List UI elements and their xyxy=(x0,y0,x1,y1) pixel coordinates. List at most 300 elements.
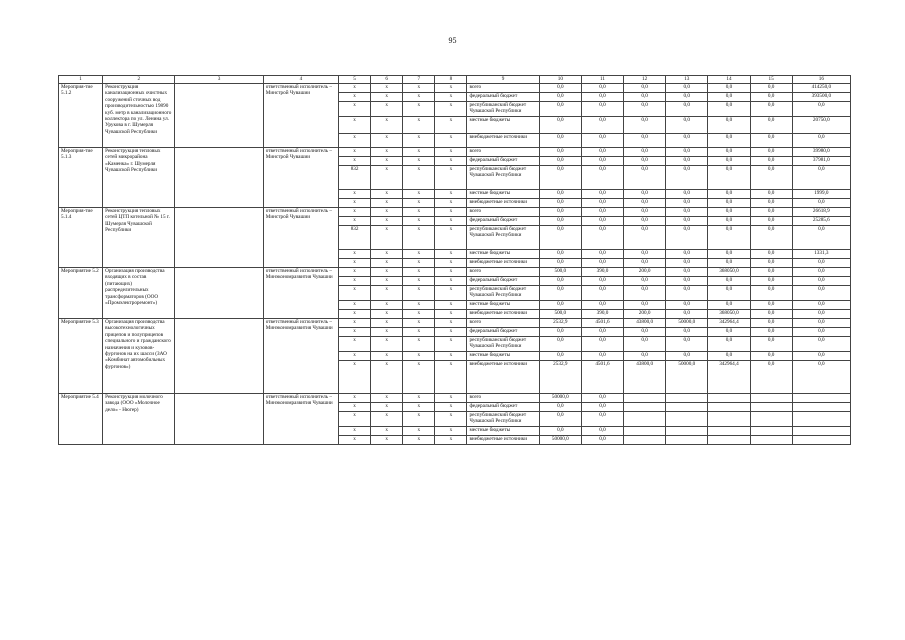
amount-cell: 0,0 xyxy=(750,208,792,217)
table-row xyxy=(59,319,851,328)
amount-cell: 0,0 xyxy=(708,117,750,134)
amount-cell: 0,0 xyxy=(792,301,850,310)
amount-cell: 0,0 xyxy=(750,157,792,166)
amount-cell: 0,0 xyxy=(581,277,623,286)
amount-cell: 0,0 xyxy=(539,93,581,102)
amount-cell: 0,0 xyxy=(539,226,581,250)
code-cell: x xyxy=(339,157,371,166)
code-cell: x xyxy=(403,361,435,394)
amount-cell: 0,0 xyxy=(792,226,850,250)
code-cell: x xyxy=(371,361,403,394)
code-cell: x xyxy=(371,403,403,412)
amount-cell: 0,0 xyxy=(666,190,708,199)
column-number: 7 xyxy=(403,76,435,84)
amount-cell: 0,0 xyxy=(581,259,623,268)
amount-cell: 1999,0 xyxy=(792,190,850,199)
amount-cell: 0,0 xyxy=(750,148,792,157)
funding-source: всего xyxy=(467,268,539,277)
event-code: Мероприя-тие 5.1.2 xyxy=(59,84,103,148)
code-cell: x xyxy=(371,394,403,403)
code-cell: x xyxy=(403,190,435,199)
amount-cell: 0,0 xyxy=(666,301,708,310)
code-cell: x xyxy=(371,93,403,102)
code-cell: x xyxy=(339,259,371,268)
executor: ответственный исполнитель – Минэкономразвития Чувашии xyxy=(263,268,338,319)
code-cell: 832 xyxy=(339,166,371,190)
funding-source: федеральный бюджет xyxy=(467,157,539,166)
amount-cell: 393500,0 xyxy=(792,93,850,102)
amount-cell: 0,0 xyxy=(792,166,850,190)
executor: ответственный исполнитель – Минэкономразвития Чувашии xyxy=(263,319,338,394)
code-cell: x xyxy=(403,208,435,217)
event-name: Реконструкция тепловых сетей ЦТП котельной № 15 г. Шумерля Чувашской Республики xyxy=(103,208,175,268)
column-number: 10 xyxy=(539,76,581,84)
code-cell: x xyxy=(371,226,403,250)
column-number: 3 xyxy=(175,76,263,84)
amount-cell: 0,0 xyxy=(666,259,708,268)
code-cell: x xyxy=(339,319,371,328)
code-cell: x xyxy=(339,93,371,102)
code-cell: x xyxy=(403,157,435,166)
code-cell: x xyxy=(435,93,467,102)
amount-cell: 0,0 xyxy=(750,301,792,310)
amount-cell: 0,0 xyxy=(581,394,623,403)
amount-cell: 0,0 xyxy=(581,190,623,199)
amount-cell: 0,0 xyxy=(666,166,708,190)
code-cell: x xyxy=(403,134,435,148)
amount-cell xyxy=(708,412,750,427)
code-cell: x xyxy=(339,277,371,286)
code-cell: x xyxy=(435,328,467,337)
amount-cell: 0,0 xyxy=(539,117,581,134)
code-cell: x xyxy=(371,84,403,93)
amount-cell: 0,0 xyxy=(539,84,581,93)
amount-cell: 0,0 xyxy=(666,277,708,286)
amount-cell: 0,0 xyxy=(539,301,581,310)
funding-source: всего xyxy=(467,208,539,217)
column-number: 13 xyxy=(666,76,708,84)
column-number: 11 xyxy=(581,76,623,84)
code-cell: x xyxy=(403,412,435,427)
code-cell: x xyxy=(403,301,435,310)
amount-cell: 0,0 xyxy=(750,310,792,319)
amount-cell xyxy=(750,427,792,436)
amount-cell: 0,0 xyxy=(539,208,581,217)
event-code: Мероприятие 5.3 xyxy=(59,319,103,394)
amount-cell: 39980,0 xyxy=(792,148,850,157)
code-cell: 832 xyxy=(339,226,371,250)
amount-cell: 0,0 xyxy=(708,148,750,157)
code-cell: x xyxy=(339,199,371,208)
amount-cell: 0,0 xyxy=(666,217,708,226)
amount-cell: 0,0 xyxy=(539,166,581,190)
code-cell: x xyxy=(435,427,467,436)
amount-cell: 0,0 xyxy=(708,352,750,361)
code-cell: x xyxy=(371,286,403,301)
code-cell: x xyxy=(435,190,467,199)
amount-cell: 0,0 xyxy=(666,250,708,259)
amount-cell: 0,0 xyxy=(581,328,623,337)
amount-cell: 0,0 xyxy=(666,102,708,117)
event-code: Мероприя-тие 5.1.3 xyxy=(59,148,103,208)
funding-source: республиканский бюджет Чувашской Республики xyxy=(467,166,539,190)
funding-source: местные бюджеты xyxy=(467,117,539,134)
funding-source: республиканский бюджет Чувашской Республики xyxy=(467,102,539,117)
code-cell: x xyxy=(403,166,435,190)
funding-source: республиканский бюджет Чувашской Республики xyxy=(467,412,539,427)
funding-source: федеральный бюджет xyxy=(467,277,539,286)
code-cell: x xyxy=(371,157,403,166)
empty-cell xyxy=(175,148,263,208)
amount-cell: 0,0 xyxy=(539,148,581,157)
amount-cell: 0,0 xyxy=(539,337,581,352)
page-number: 95 xyxy=(448,36,457,45)
amount-cell: 0,0 xyxy=(750,268,792,277)
amount-cell: 342964,4 xyxy=(708,361,750,394)
funding-source: федеральный бюджет xyxy=(467,328,539,337)
code-cell: x xyxy=(339,337,371,352)
amount-cell: 0,0 xyxy=(624,190,666,199)
amount-cell: 200,0 xyxy=(624,268,666,277)
amount-cell: 0,0 xyxy=(750,84,792,93)
amount-cell xyxy=(750,412,792,427)
code-cell: x xyxy=(339,117,371,134)
funding-source: местные бюджеты xyxy=(467,352,539,361)
amount-cell xyxy=(666,427,708,436)
amount-cell: 0,0 xyxy=(581,134,623,148)
code-cell: x xyxy=(435,352,467,361)
amount-cell xyxy=(666,394,708,403)
executor: ответственный исполнитель – Минэкономразвития Чувашии xyxy=(263,394,338,445)
empty-cell xyxy=(175,319,263,394)
column-number: 4 xyxy=(263,76,338,84)
amount-cell: 4501,6 xyxy=(581,319,623,328)
code-cell: x xyxy=(403,286,435,301)
column-number: 12 xyxy=(624,76,666,84)
code-cell: x xyxy=(371,259,403,268)
amount-cell: 0,0 xyxy=(750,361,792,394)
amount-cell: 0,0 xyxy=(666,310,708,319)
column-number: 14 xyxy=(708,76,750,84)
amount-cell: 0,0 xyxy=(581,250,623,259)
amount-cell: 50000,0 xyxy=(666,319,708,328)
code-cell: x xyxy=(339,134,371,148)
code-cell: x xyxy=(371,190,403,199)
column-number: 5 xyxy=(339,76,371,84)
code-cell: x xyxy=(403,259,435,268)
amount-cell xyxy=(708,394,750,403)
amount-cell: 500,0 xyxy=(539,310,581,319)
code-cell: x xyxy=(435,412,467,427)
amount-cell: 0,0 xyxy=(750,190,792,199)
amount-cell: 0,0 xyxy=(539,250,581,259)
amount-cell: 368050,0 xyxy=(708,268,750,277)
event-code: Мероприятие 5.2 xyxy=(59,268,103,319)
event-name: Реконструкция молочного завода (ООО «Молочное дело» - Нюгер) xyxy=(103,394,175,445)
amount-cell: 0,0 xyxy=(792,286,850,301)
code-cell: x xyxy=(371,268,403,277)
amount-cell: 50000,0 xyxy=(539,394,581,403)
code-cell: x xyxy=(339,250,371,259)
amount-cell: 0,0 xyxy=(792,310,850,319)
funding-source: внебюджетные источники xyxy=(467,436,539,445)
amount-cell xyxy=(666,436,708,445)
amount-cell: 368050,0 xyxy=(708,310,750,319)
amount-cell xyxy=(666,403,708,412)
code-cell: x xyxy=(435,157,467,166)
amount-cell: 0,0 xyxy=(750,337,792,352)
amount-cell: 0,0 xyxy=(581,403,623,412)
code-cell: x xyxy=(403,436,435,445)
funding-source: республиканский бюджет Чувашской Республики xyxy=(467,337,539,352)
code-cell: x xyxy=(435,361,467,394)
amount-cell: 0,0 xyxy=(624,337,666,352)
executor: ответственный исполнитель – Минстрой Чувашии xyxy=(263,208,338,268)
amount-cell: 0,0 xyxy=(792,134,850,148)
amount-cell: 0,0 xyxy=(624,217,666,226)
amount-cell: 0,0 xyxy=(624,208,666,217)
amount-cell: 0,0 xyxy=(666,337,708,352)
column-number: 15 xyxy=(750,76,792,84)
code-cell: x xyxy=(339,301,371,310)
column-number: 8 xyxy=(435,76,467,84)
amount-cell: 0,0 xyxy=(708,84,750,93)
code-cell: x xyxy=(371,319,403,328)
amount-cell: 0,0 xyxy=(539,190,581,199)
column-number: 1 xyxy=(59,76,103,84)
code-cell: x xyxy=(435,226,467,250)
executor: ответственный исполнитель – Минстрой Чувашии xyxy=(263,84,338,148)
code-cell: x xyxy=(403,427,435,436)
amount-cell: 0,0 xyxy=(666,157,708,166)
code-cell: x xyxy=(403,217,435,226)
funding-source: федеральный бюджет xyxy=(467,403,539,412)
amount-cell: 0,0 xyxy=(750,250,792,259)
amount-cell: 0,0 xyxy=(708,208,750,217)
amount-cell: 0,0 xyxy=(581,117,623,134)
amount-cell: 0,0 xyxy=(581,166,623,190)
amount-cell: 0,0 xyxy=(792,361,850,394)
event-code: Мероприя-тие 5.1.4 xyxy=(59,208,103,268)
amount-cell xyxy=(708,436,750,445)
code-cell: x xyxy=(435,286,467,301)
amount-cell: 0,0 xyxy=(750,117,792,134)
funding-source: внебюджетные источники xyxy=(467,361,539,394)
amount-cell: 25285,6 xyxy=(792,217,850,226)
code-cell: x xyxy=(403,84,435,93)
event-name: Реконструкция канализационных очистных сооружений сточных вод производительностью 19890 куб. метр в канализационного коллектора по ул. Ленина ул. Урукова в г. Шумерля Чувашской Республики xyxy=(103,84,175,148)
code-cell: x xyxy=(403,117,435,134)
amount-cell: 0,0 xyxy=(539,277,581,286)
table-row xyxy=(59,394,851,403)
funding-source: местные бюджеты xyxy=(467,427,539,436)
table-row xyxy=(59,148,851,157)
amount-cell: 43800,0 xyxy=(624,361,666,394)
amount-cell: 0,0 xyxy=(581,208,623,217)
amount-cell: 0,0 xyxy=(581,148,623,157)
amount-cell: 0,0 xyxy=(624,93,666,102)
table-row xyxy=(59,268,851,277)
code-cell: x xyxy=(371,412,403,427)
amount-cell: 0,0 xyxy=(708,190,750,199)
amount-cell: 0,0 xyxy=(581,427,623,436)
funding-source: всего xyxy=(467,148,539,157)
code-cell: x xyxy=(371,199,403,208)
column-number-row xyxy=(59,76,851,84)
code-cell: x xyxy=(435,199,467,208)
amount-cell: 0,0 xyxy=(666,93,708,102)
event-name: Организация производства входящих в состав (питающих) распределительных трансформаторов (ООО «Промэлектроремонт») xyxy=(103,268,175,319)
amount-cell: 0,0 xyxy=(539,102,581,117)
amount-cell: 0,0 xyxy=(750,259,792,268)
amount-cell: 0,0 xyxy=(624,301,666,310)
amount-cell: 0,0 xyxy=(708,157,750,166)
amount-cell xyxy=(624,412,666,427)
code-cell: x xyxy=(339,403,371,412)
amount-cell: 1331,3 xyxy=(792,250,850,259)
amount-cell: 0,0 xyxy=(581,199,623,208)
code-cell: x xyxy=(339,190,371,199)
amount-cell: 0,0 xyxy=(539,403,581,412)
amount-cell: 0,0 xyxy=(666,134,708,148)
amount-cell: 0,0 xyxy=(581,84,623,93)
code-cell: x xyxy=(339,148,371,157)
amount-cell: 0,0 xyxy=(581,102,623,117)
amount-cell: 0,0 xyxy=(750,166,792,190)
funding-source: внебюджетные источники xyxy=(467,310,539,319)
code-cell: x xyxy=(371,310,403,319)
funding-source: всего xyxy=(467,84,539,93)
code-cell: x xyxy=(339,102,371,117)
budget-table xyxy=(58,75,851,445)
amount-cell xyxy=(666,412,708,427)
amount-cell: 0,0 xyxy=(750,226,792,250)
amount-cell: 0,0 xyxy=(539,352,581,361)
amount-cell: 0,0 xyxy=(750,277,792,286)
event-name: Организация производства высокотехнологичных прицепов и полуприцепов специального и гражданского назначения и кузовов-фургонов на их шасси (ЗАО «Комбинат автомобильных фургонов») xyxy=(103,319,175,394)
funding-source: всего xyxy=(467,319,539,328)
amount-cell xyxy=(624,403,666,412)
amount-cell: 0,0 xyxy=(624,166,666,190)
amount-cell: 0,0 xyxy=(750,352,792,361)
amount-cell xyxy=(708,403,750,412)
amount-cell: 200,0 xyxy=(624,310,666,319)
code-cell: x xyxy=(371,352,403,361)
amount-cell: 0,0 xyxy=(708,259,750,268)
code-cell: x xyxy=(371,301,403,310)
funding-source: республиканский бюджет Чувашской Республики xyxy=(467,226,539,250)
amount-cell: 0,0 xyxy=(581,352,623,361)
empty-cell xyxy=(175,268,263,319)
amount-cell: 0,0 xyxy=(708,286,750,301)
amount-cell: 0,0 xyxy=(792,277,850,286)
amount-cell: 390,0 xyxy=(581,310,623,319)
amount-cell: 0,0 xyxy=(581,217,623,226)
code-cell: x xyxy=(403,250,435,259)
table-row xyxy=(59,84,851,93)
amount-cell: 0,0 xyxy=(750,134,792,148)
amount-cell: 0,0 xyxy=(624,226,666,250)
funding-source: местные бюджеты xyxy=(467,250,539,259)
amount-cell: 0,0 xyxy=(666,199,708,208)
code-cell: x xyxy=(435,403,467,412)
amount-cell: 0,0 xyxy=(624,157,666,166)
code-cell: x xyxy=(371,102,403,117)
amount-cell: 0,0 xyxy=(666,226,708,250)
amount-cell: 0,0 xyxy=(708,199,750,208)
code-cell: x xyxy=(339,427,371,436)
code-cell: x xyxy=(403,226,435,250)
code-cell: x xyxy=(435,102,467,117)
code-cell: x xyxy=(339,412,371,427)
column-number: 2 xyxy=(103,76,175,84)
code-cell: x xyxy=(403,337,435,352)
amount-cell: 0,0 xyxy=(750,328,792,337)
code-cell: x xyxy=(435,394,467,403)
code-cell: x xyxy=(435,301,467,310)
code-cell: x xyxy=(403,310,435,319)
code-cell: x xyxy=(339,328,371,337)
amount-cell: 0,0 xyxy=(624,277,666,286)
amount-cell: 0,0 xyxy=(666,268,708,277)
amount-cell: 0,0 xyxy=(708,102,750,117)
amount-cell: 0,0 xyxy=(750,199,792,208)
amount-cell: 0,0 xyxy=(539,412,581,427)
amount-cell: 0,0 xyxy=(792,199,850,208)
amount-cell: 0,0 xyxy=(539,199,581,208)
amount-cell: 0,0 xyxy=(539,134,581,148)
amount-cell: 0,0 xyxy=(708,217,750,226)
column-number: 9 xyxy=(467,76,539,84)
column-number: 6 xyxy=(371,76,403,84)
code-cell: x xyxy=(403,403,435,412)
funding-source: местные бюджеты xyxy=(467,190,539,199)
empty-cell xyxy=(175,394,263,445)
amount-cell: 0,0 xyxy=(750,93,792,102)
amount-cell: 2532,9 xyxy=(539,361,581,394)
amount-cell: 414250,0 xyxy=(792,84,850,93)
amount-cell: 0,0 xyxy=(708,337,750,352)
amount-cell: 0,0 xyxy=(666,328,708,337)
code-cell: x xyxy=(371,134,403,148)
code-cell: x xyxy=(435,217,467,226)
amount-cell: 500,0 xyxy=(539,268,581,277)
amount-cell: 0,0 xyxy=(581,93,623,102)
code-cell: x xyxy=(435,310,467,319)
amount-cell: 0,0 xyxy=(708,328,750,337)
funding-source: внебюджетные источники xyxy=(467,134,539,148)
amount-cell: 43800,0 xyxy=(624,319,666,328)
code-cell: x xyxy=(403,102,435,117)
amount-cell: 0,0 xyxy=(539,286,581,301)
code-cell: x xyxy=(435,134,467,148)
amount-cell: 0,0 xyxy=(624,259,666,268)
code-cell: x xyxy=(403,268,435,277)
amount-cell: 0,0 xyxy=(581,301,623,310)
amount-cell: 0,0 xyxy=(624,199,666,208)
amount-cell: 0,0 xyxy=(792,268,850,277)
amount-cell: 0,0 xyxy=(792,328,850,337)
amount-cell xyxy=(792,403,850,412)
amount-cell: 0,0 xyxy=(666,117,708,134)
amount-cell: 0,0 xyxy=(708,93,750,102)
code-cell: x xyxy=(435,117,467,134)
empty-cell xyxy=(175,84,263,148)
funding-source: федеральный бюджет xyxy=(467,217,539,226)
amount-cell: 0,0 xyxy=(750,217,792,226)
amount-cell xyxy=(624,427,666,436)
code-cell: x xyxy=(339,84,371,93)
